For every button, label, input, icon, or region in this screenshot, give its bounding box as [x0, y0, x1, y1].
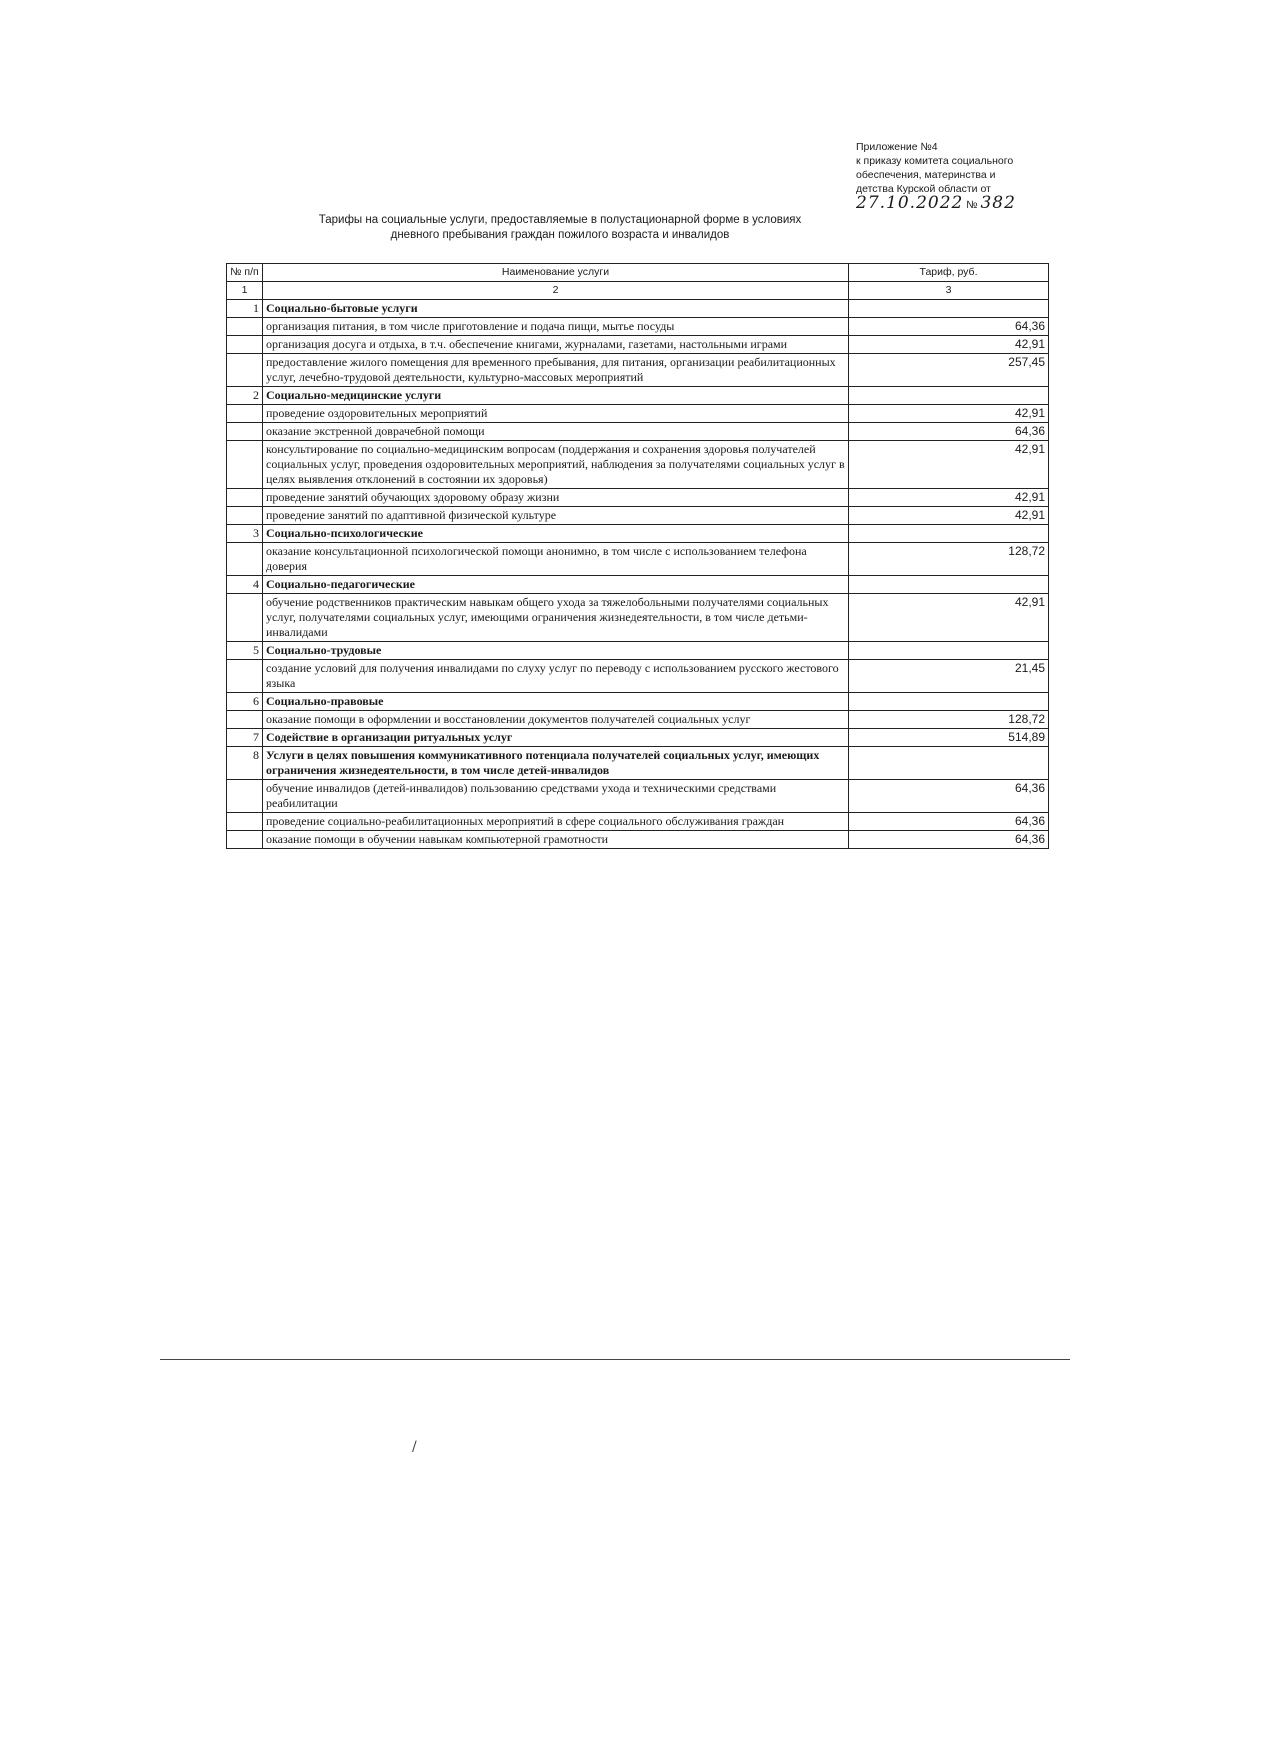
index-num: 1 — [227, 282, 263, 300]
row-number — [227, 489, 263, 507]
tariff-value: 42,91 — [849, 489, 1049, 507]
row-number — [227, 660, 263, 693]
row-number — [227, 831, 263, 849]
appendix-line-2: к приказу комитета социального — [856, 155, 1014, 167]
tariff-value — [849, 576, 1049, 594]
row-number — [227, 405, 263, 423]
tariff-value: 21,45 — [849, 660, 1049, 693]
index-tariff: 3 — [849, 282, 1049, 300]
table-section-row — [227, 525, 1049, 543]
appendix-line-4: детства Курской области от — [856, 183, 991, 195]
tariff-table — [226, 263, 1049, 849]
table-row — [227, 660, 1049, 693]
tariff-value — [849, 693, 1049, 711]
row-number — [227, 423, 263, 441]
table-section-row — [227, 747, 1049, 780]
table-index-row — [227, 282, 1049, 300]
row-number: 6 — [227, 693, 263, 711]
service-name: Социально-правовые — [263, 693, 849, 711]
tariff-value — [849, 642, 1049, 660]
service-name: Социально-психологические — [263, 525, 849, 543]
index-name: 2 — [263, 282, 849, 300]
table-section-row — [227, 387, 1049, 405]
row-number — [227, 711, 263, 729]
appendix-note — [856, 140, 1066, 212]
service-name: проведение социально-реабилитационных мероприятий в сфере социального обслуживания граждан — [263, 813, 849, 831]
service-name: оказание консультационной психологической помощи анонимно, в том числе с использованием телефона доверия — [263, 543, 849, 576]
tariff-value: 42,91 — [849, 336, 1049, 354]
table-section-row — [227, 576, 1049, 594]
service-name: обучение родственников практическим навыкам общего ухода за тяжелобольными получателями социальных услуг, получателями социальных услуг, имеющими ограничения жизнедеятельности, в том числе детьми-инвалидами — [263, 594, 849, 642]
row-number — [227, 336, 263, 354]
row-number: 1 — [227, 300, 263, 318]
service-name: создание условий для получения инвалидами по слуху услуг по переводу с использованием русского жестового языка — [263, 660, 849, 693]
header-name: Наименование услуги — [263, 264, 849, 282]
tariff-value: 128,72 — [849, 543, 1049, 576]
service-name: организация питания, в том числе приготовление и подача пищи, мытье посуды — [263, 318, 849, 336]
table-section-row — [227, 693, 1049, 711]
service-name: предоставление жилого помещения для временного пребывания, для питания, организации реабилитационных услуг, лечебно-трудовой деятельности, культурно-массовых мероприятий — [263, 354, 849, 387]
service-name: Социально-педагогические — [263, 576, 849, 594]
tariff-value — [849, 747, 1049, 780]
tariff-value: 42,91 — [849, 594, 1049, 642]
number-prefix: № — [966, 199, 978, 211]
row-number — [227, 507, 263, 525]
service-name: оказание помощи в оформлении и восстановлении документов получателей социальных услуг — [263, 711, 849, 729]
row-number — [227, 441, 263, 489]
row-number — [227, 594, 263, 642]
table-row — [227, 831, 1049, 849]
tariff-value — [849, 387, 1049, 405]
table-header-row — [227, 264, 1049, 282]
row-number — [227, 318, 263, 336]
table-row — [227, 813, 1049, 831]
row-number: 7 — [227, 729, 263, 747]
row-number: 4 — [227, 576, 263, 594]
service-name: Социально-медицинские услуги — [263, 387, 849, 405]
tariff-value — [849, 525, 1049, 543]
document-title — [250, 213, 870, 243]
tariff-value: 514,89 — [849, 729, 1049, 747]
row-number — [227, 543, 263, 576]
tariff-value: 64,36 — [849, 780, 1049, 813]
handwritten-date: 27.10.2022 — [856, 193, 964, 213]
appendix-line-3: обеспечения, материнства и — [856, 169, 996, 181]
table-row — [227, 354, 1049, 387]
tariff-value: 128,72 — [849, 711, 1049, 729]
tariff-value: 42,91 — [849, 405, 1049, 423]
table-row — [227, 711, 1049, 729]
table-row — [227, 318, 1049, 336]
row-number: 8 — [227, 747, 263, 780]
bottom-divider-line — [160, 1359, 1070, 1360]
title-line-1: Тарифы на социальные услуги, предоставляемые в полустационарной форме в условиях — [318, 214, 802, 226]
service-name: организация досуга и отдыха, в т.ч. обеспечение книгами, журналами, газетами, настольными играми — [263, 336, 849, 354]
service-name: Содействие в организации ритуальных услуг — [263, 729, 849, 747]
tariff-value: 64,36 — [849, 831, 1049, 849]
row-number — [227, 813, 263, 831]
table-row — [227, 780, 1049, 813]
header-num: № п/п — [227, 264, 263, 282]
table-row — [227, 489, 1049, 507]
appendix-line-1: Приложение №4 — [856, 141, 938, 153]
service-name: Услуги в целях повышения коммуникативного потенциала получателей социальных услуг, имеющих ограничения жизнедеятельности, в том числе детей-инвалидов — [263, 747, 849, 780]
row-number — [227, 354, 263, 387]
handwritten-number: 382 — [980, 193, 1016, 213]
table-section-row — [227, 729, 1049, 747]
title-line-2: дневного пребывания граждан пожилого возраста и инвалидов — [390, 229, 730, 241]
tariff-value: 64,36 — [849, 318, 1049, 336]
service-name: Социально-бытовые услуги — [263, 300, 849, 318]
header-tariff: Тариф, руб. — [849, 264, 1049, 282]
service-name: проведение занятий обучающих здоровому образу жизни — [263, 489, 849, 507]
appendix-signature-line — [856, 193, 1066, 213]
table-row — [227, 594, 1049, 642]
table-row — [227, 441, 1049, 489]
tariff-value: 64,36 — [849, 423, 1049, 441]
service-name: проведение оздоровительных мероприятий — [263, 405, 849, 423]
table-row — [227, 405, 1049, 423]
tariff-value: 42,91 — [849, 441, 1049, 489]
service-name: оказание экстренной доврачебной помощи — [263, 423, 849, 441]
table-row — [227, 423, 1049, 441]
table-row — [227, 507, 1049, 525]
pen-mark: / — [412, 1439, 417, 1455]
table-section-row — [227, 300, 1049, 318]
service-name: консультирование по социально-медицинским вопросам (поддержания и сохранения здоровья получателей социальных услуг, проведения оздоровительных мероприятий, наблюдения за получателями социальных услуг в целях выявления отклонений в состоянии их здоровья) — [263, 441, 849, 489]
row-number — [227, 780, 263, 813]
tariff-value: 64,36 — [849, 813, 1049, 831]
service-name: оказание помощи в обучении навыкам компьютерной грамотности — [263, 831, 849, 849]
row-number: 5 — [227, 642, 263, 660]
row-number: 3 — [227, 525, 263, 543]
tariff-value: 257,45 — [849, 354, 1049, 387]
service-name: обучение инвалидов (детей-инвалидов) пользованию средствами ухода и техническими средствами реабилитации — [263, 780, 849, 813]
row-number: 2 — [227, 387, 263, 405]
service-name: проведение занятий по адаптивной физической культуре — [263, 507, 849, 525]
tariff-value: 42,91 — [849, 507, 1049, 525]
table-row — [227, 543, 1049, 576]
service-name: Социально-трудовые — [263, 642, 849, 660]
table-row — [227, 336, 1049, 354]
table-section-row — [227, 642, 1049, 660]
tariff-value — [849, 300, 1049, 318]
